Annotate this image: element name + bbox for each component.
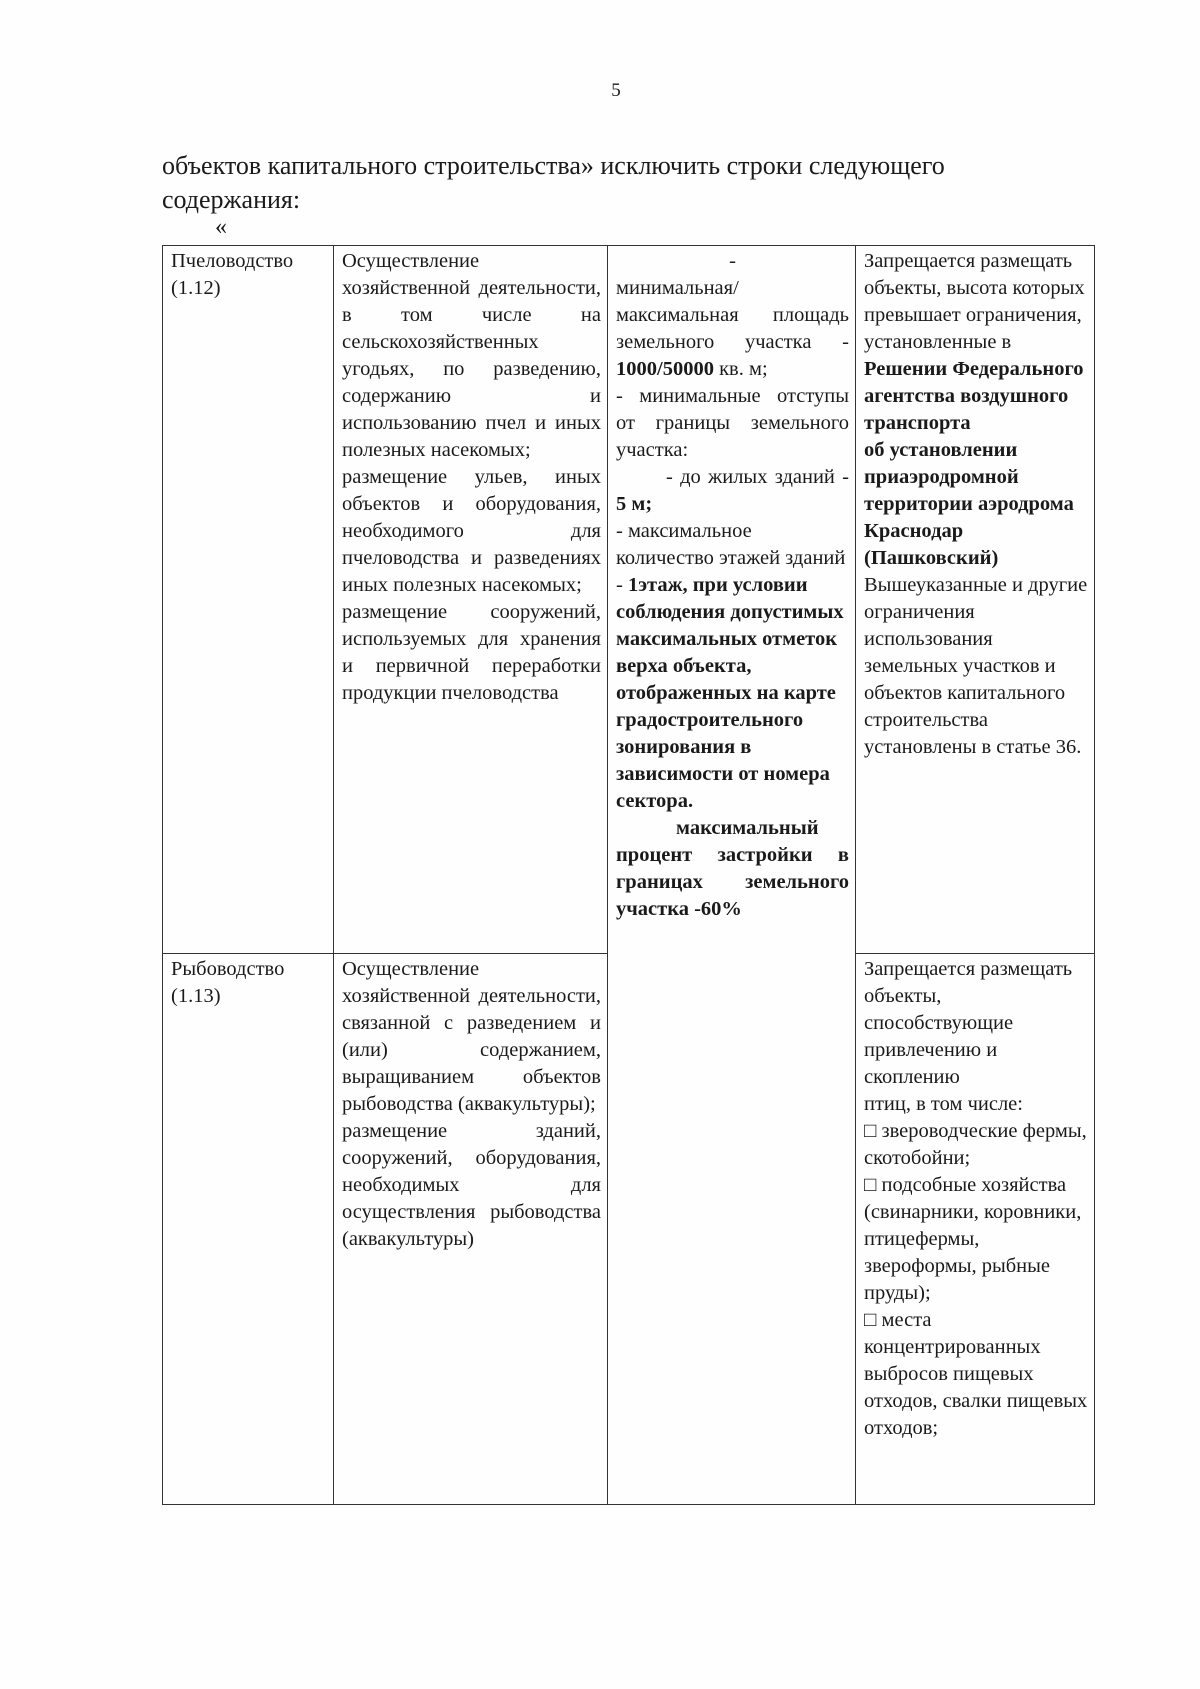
use-description-cell <box>334 954 608 1505</box>
page-number: 5 <box>611 80 621 101</box>
area-unit: кв. м; <box>713 358 768 380</box>
restrictions-cell <box>856 246 1095 954</box>
parameters-setback-item <box>616 464 849 518</box>
use-name-cell <box>163 246 334 954</box>
setback-value: 5 м; <box>616 493 653 515</box>
area-value: 1000/50000 <box>616 358 714 380</box>
use-name: Пчеловодство (1.12) <box>171 250 294 299</box>
floors-label: - максимальное количество этажей зданий - <box>616 520 846 596</box>
restrictions-intro: Запрещается размещать объекты, высота которых превышает ограничения, установленные в <box>864 250 1085 353</box>
parameters-setback: - минимальные отступы от границы земельного участка: <box>616 385 849 461</box>
use-name-cell <box>163 954 334 1505</box>
opening-quote: « <box>215 214 227 240</box>
coverage-label: максимальный процент застройки в границах земельного участка <box>616 817 849 920</box>
restrictions-text: Запрещается размещать объекты, способствующие привлечению и скоплению птиц, в том числе: □ звероводческие фермы, скотобойни; □ подсобные хозяйства (свинарники, коровники, птицефермы, звероформы, рыбные пруды); □ места концентрированных выбросов пищевых отходов, свалки пищевых отходов; <box>864 958 1088 1439</box>
area-label: минимальная/максимальная площадь земельного участка - <box>616 277 849 353</box>
intro-text-line-1: объектов капитального строительства» исключить строки следующего <box>162 151 945 180</box>
parameters-dash: - <box>729 250 736 272</box>
restrictions-cell <box>856 954 1095 1505</box>
use-name: Рыбоводство (1.13) <box>171 958 285 1007</box>
parameters-area <box>616 275 849 383</box>
land-use-table <box>162 245 1095 1505</box>
parameters-coverage <box>616 815 849 923</box>
parameters-cell <box>608 246 856 1505</box>
use-description-cell <box>334 246 608 954</box>
setback-item-label: - до жилых зданий - <box>666 466 849 488</box>
coverage-value: -60% <box>688 898 742 920</box>
restrictions-bold: Решении Федерального агентства воздушного транспорта об установлении приаэродромной территории аэродрома Краснодар (Пашковский) <box>864 358 1084 569</box>
floors-value: 1этаж, при условии соблюдения допустимых максимальных отметок верха объекта, отображенных на карте градостроительного зонирования в зависимости от номера сектора. <box>616 574 844 812</box>
table-row <box>163 246 1095 954</box>
parameters-floors <box>616 518 849 815</box>
use-description: Осуществление хозяйственной деятельности, в том числе на сельскохозяйственных угодьях, по разведению, содержанию и использованию пчел и иных полезных насекомых; размещение ульев, иных объектов и оборудования, необходимого для пчеловодства и разведениях иных полезных насекомых; размещение сооружений, используемых для хранения и первичной переработки продукции пчеловодства <box>342 250 601 704</box>
restrictions-outro: Вышеуказанные и другие ограничения использования земельных участков и объектов капитального строительства установлены в статье 36. <box>864 574 1088 758</box>
use-description: Осуществление хозяйственной деятельности, связанной с разведением и (или) содержанием, выращиванием объектов рыбоводства (аквакультуры); размещение зданий, сооружений, оборудования, необходимых для осуществления рыбоводства (аквакультуры) <box>342 958 601 1250</box>
intro-text-line-2: содержания: <box>162 185 301 214</box>
